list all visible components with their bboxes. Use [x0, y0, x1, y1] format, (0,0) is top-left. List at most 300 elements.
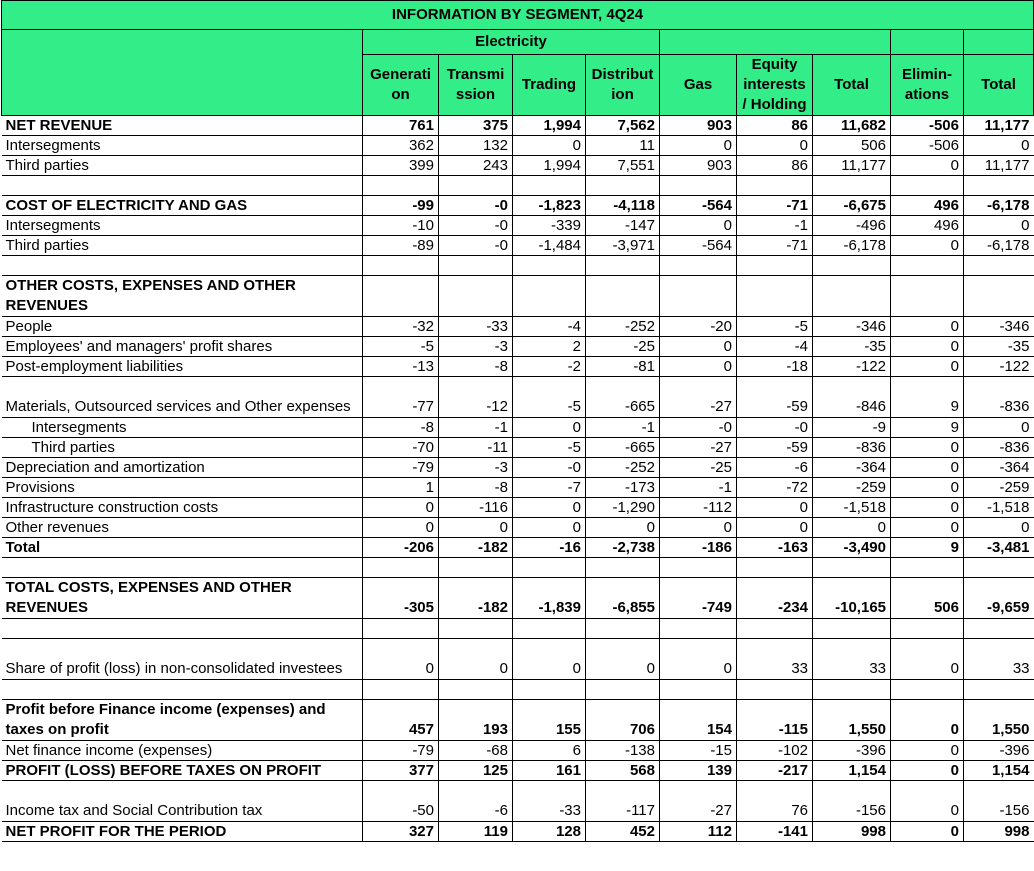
- cell-value: -6,855: [586, 578, 660, 619]
- segment-table: [1, 0, 1034, 842]
- table-row: [2, 781, 1034, 822]
- column-header-row: [2, 55, 1034, 116]
- cell-value: 161: [513, 761, 586, 781]
- cell-value: [363, 256, 439, 276]
- row-label: Post-employment liabilities: [2, 357, 363, 377]
- cell-value: [737, 176, 813, 196]
- table-row: [2, 438, 1034, 458]
- table-row: [2, 337, 1034, 357]
- table-row: [2, 700, 1034, 741]
- cell-value: [363, 680, 439, 700]
- cell-value: -1,518: [964, 498, 1034, 518]
- cell-value: -141: [737, 822, 813, 842]
- cell-value: 0: [660, 136, 737, 156]
- row-label: OTHER COSTS, EXPENSES AND OTHER REVENUES: [2, 276, 363, 317]
- table-row: [2, 377, 1034, 418]
- col-header: Total: [813, 55, 891, 116]
- cell-value: -6,675: [813, 196, 891, 216]
- cell-value: 0: [660, 518, 737, 538]
- cell-value: -33: [513, 781, 586, 822]
- cell-value: -163: [737, 538, 813, 558]
- table-row: [2, 116, 1034, 136]
- table-row: [2, 538, 1034, 558]
- cell-value: 761: [363, 116, 439, 136]
- row-label: Third parties: [2, 236, 363, 256]
- row-label: COST OF ELECTRICITY AND GAS: [2, 196, 363, 216]
- spacer-row: [2, 680, 1034, 700]
- cell-value: -99: [363, 196, 439, 216]
- cell-value: -364: [813, 458, 891, 478]
- cell-value: 193: [439, 700, 513, 741]
- cell-value: [586, 680, 660, 700]
- cell-value: [813, 276, 891, 317]
- cell-value: -1,823: [513, 196, 586, 216]
- cell-value: [891, 276, 964, 317]
- cell-value: 2: [513, 337, 586, 357]
- cell-value: -3: [439, 458, 513, 478]
- cell-value: -122: [813, 357, 891, 377]
- cell-value: -71: [737, 236, 813, 256]
- table-row: [2, 136, 1034, 156]
- cell-value: -339: [513, 216, 586, 236]
- cell-value: -6: [439, 781, 513, 822]
- cell-value: [891, 176, 964, 196]
- col-header: Equity interests / Holding: [737, 55, 813, 116]
- cell-value: 76: [737, 781, 813, 822]
- cell-value: 7,562: [586, 116, 660, 136]
- cell-value: 0: [891, 478, 964, 498]
- cell-value: 0: [891, 317, 964, 337]
- cell-value: 0: [660, 337, 737, 357]
- cell-value: -77: [363, 377, 439, 418]
- col-header: Distribut ion: [586, 55, 660, 116]
- col-header: Total: [964, 55, 1034, 116]
- table-row: [2, 276, 1034, 317]
- cell-value: [586, 176, 660, 196]
- cell-value: [891, 680, 964, 700]
- row-label: Total: [2, 538, 363, 558]
- cell-value: 0: [964, 216, 1034, 236]
- cell-value: 154: [660, 700, 737, 741]
- cell-value: -3,971: [586, 236, 660, 256]
- cell-value: [660, 276, 737, 317]
- cell-value: [891, 619, 964, 639]
- cell-value: 568: [586, 761, 660, 781]
- cell-value: -13: [363, 357, 439, 377]
- table-row: [2, 578, 1034, 619]
- cell-value: -665: [586, 438, 660, 458]
- cell-value: [964, 680, 1034, 700]
- cell-value: -836: [813, 438, 891, 458]
- cell-value: 155: [513, 700, 586, 741]
- cell-value: -0: [439, 236, 513, 256]
- cell-value: -117: [586, 781, 660, 822]
- col-header: Generati on: [363, 55, 439, 116]
- table-body: [2, 116, 1034, 842]
- cell-value: [586, 256, 660, 276]
- cell-value: -7: [513, 478, 586, 498]
- cell-value: -0: [439, 216, 513, 236]
- cell-value: [513, 619, 586, 639]
- row-label: Intersegments: [2, 418, 363, 438]
- cell-value: [439, 176, 513, 196]
- cell-value: [363, 558, 439, 578]
- cell-value: -59: [737, 438, 813, 458]
- cell-value: -10: [363, 216, 439, 236]
- row-label: Infrastructure construction costs: [2, 498, 363, 518]
- cell-value: [439, 619, 513, 639]
- cell-value: 86: [737, 156, 813, 176]
- cell-value: [964, 558, 1034, 578]
- group-electricity: Electricity: [363, 30, 660, 55]
- cell-value: -3,481: [964, 538, 1034, 558]
- cell-value: 0: [737, 518, 813, 538]
- table-row: [2, 761, 1034, 781]
- cell-value: 0: [737, 136, 813, 156]
- row-label: Third parties: [2, 156, 363, 176]
- cell-value: [964, 619, 1034, 639]
- cell-value: [660, 619, 737, 639]
- cell-value: 0: [439, 518, 513, 538]
- table-row: [2, 216, 1034, 236]
- table-row: [2, 478, 1034, 498]
- table-row: [2, 196, 1034, 216]
- cell-value: 1,994: [513, 156, 586, 176]
- cell-value: -496: [813, 216, 891, 236]
- cell-value: [813, 256, 891, 276]
- table-row: [2, 357, 1034, 377]
- cell-value: 112: [660, 822, 737, 842]
- cell-value: -50: [363, 781, 439, 822]
- cell-value: 0: [513, 639, 586, 680]
- cell-value: [813, 558, 891, 578]
- cell-value: -11: [439, 438, 513, 458]
- cell-value: -2,738: [586, 538, 660, 558]
- cell-value: 0: [891, 518, 964, 538]
- col-header: Transmi ssion: [439, 55, 513, 116]
- cell-value: -1: [439, 418, 513, 438]
- cell-value: -71: [737, 196, 813, 216]
- cell-value: [737, 256, 813, 276]
- cell-value: -27: [660, 438, 737, 458]
- cell-value: 1: [363, 478, 439, 498]
- cell-value: -564: [660, 236, 737, 256]
- cell-value: -364: [964, 458, 1034, 478]
- spacer-row: [2, 176, 1034, 196]
- cell-value: 9: [891, 377, 964, 418]
- cell-value: -173: [586, 478, 660, 498]
- cell-value: -79: [363, 741, 439, 761]
- cell-value: [513, 256, 586, 276]
- cell-value: [439, 256, 513, 276]
- cell-value: -182: [439, 538, 513, 558]
- cell-value: -72: [737, 478, 813, 498]
- cell-value: 0: [891, 639, 964, 680]
- row-label: Materials, Outsourced services and Other expenses: [2, 377, 363, 418]
- cell-value: -25: [660, 458, 737, 478]
- cell-value: -0: [737, 418, 813, 438]
- cell-value: [586, 558, 660, 578]
- cell-value: [439, 276, 513, 317]
- row-label: Intersegments: [2, 216, 363, 236]
- cell-value: [891, 256, 964, 276]
- cell-value: [513, 276, 586, 317]
- row-label: NET PROFIT FOR THE PERIOD: [2, 822, 363, 842]
- cell-value: 399: [363, 156, 439, 176]
- row-label: [2, 680, 363, 700]
- cell-value: [813, 619, 891, 639]
- cell-value: 0: [891, 741, 964, 761]
- cell-value: -8: [439, 478, 513, 498]
- cell-value: [660, 256, 737, 276]
- cell-value: -25: [586, 337, 660, 357]
- cell-value: -32: [363, 317, 439, 337]
- cell-value: -564: [660, 196, 737, 216]
- cell-value: -234: [737, 578, 813, 619]
- cell-value: -33: [439, 317, 513, 337]
- cell-value: 1,154: [813, 761, 891, 781]
- cell-value: -1,518: [813, 498, 891, 518]
- cell-value: -59: [737, 377, 813, 418]
- cell-value: 128: [513, 822, 586, 842]
- cell-value: [513, 558, 586, 578]
- row-label: Intersegments: [2, 136, 363, 156]
- spacer-row: [2, 558, 1034, 578]
- cell-value: [964, 276, 1034, 317]
- cell-value: 11: [586, 136, 660, 156]
- cell-value: [363, 619, 439, 639]
- cell-value: 0: [586, 518, 660, 538]
- cell-value: 506: [813, 136, 891, 156]
- row-label: [2, 256, 363, 276]
- cell-value: 0: [660, 639, 737, 680]
- cell-value: 0: [891, 781, 964, 822]
- cell-value: -8: [363, 418, 439, 438]
- cell-value: -8: [439, 357, 513, 377]
- cell-value: -252: [586, 458, 660, 478]
- cell-value: [513, 680, 586, 700]
- cell-value: 0: [891, 458, 964, 478]
- cell-value: 0: [891, 156, 964, 176]
- cell-value: 0: [891, 337, 964, 357]
- cell-value: 327: [363, 822, 439, 842]
- cell-value: [363, 276, 439, 317]
- cell-value: -1: [586, 418, 660, 438]
- cell-value: 0: [891, 761, 964, 781]
- cell-value: -68: [439, 741, 513, 761]
- cell-value: -115: [737, 700, 813, 741]
- cell-value: 0: [363, 498, 439, 518]
- cell-value: -1,290: [586, 498, 660, 518]
- cell-value: 0: [964, 136, 1034, 156]
- row-label: Share of profit (loss) in non-consolidated investees: [2, 639, 363, 680]
- table-row: [2, 822, 1034, 842]
- cell-value: -156: [813, 781, 891, 822]
- cell-value: -122: [964, 357, 1034, 377]
- cell-value: 1,154: [964, 761, 1034, 781]
- row-label: TOTAL COSTS, EXPENSES AND OTHER REVENUES: [2, 578, 363, 619]
- cell-value: 1,550: [813, 700, 891, 741]
- cell-value: 6: [513, 741, 586, 761]
- cell-value: -305: [363, 578, 439, 619]
- cell-value: -116: [439, 498, 513, 518]
- cell-value: 0: [891, 438, 964, 458]
- cell-value: [363, 176, 439, 196]
- cell-value: 0: [813, 518, 891, 538]
- cell-value: 7,551: [586, 156, 660, 176]
- cell-value: 0: [513, 418, 586, 438]
- row-label: NET REVENUE: [2, 116, 363, 136]
- cell-value: -259: [813, 478, 891, 498]
- cell-value: 903: [660, 156, 737, 176]
- cell-value: 132: [439, 136, 513, 156]
- cell-value: [737, 558, 813, 578]
- cell-value: -665: [586, 377, 660, 418]
- cell-value: -4,118: [586, 196, 660, 216]
- cell-value: 33: [964, 639, 1034, 680]
- cell-value: -16: [513, 538, 586, 558]
- cell-value: -259: [964, 478, 1034, 498]
- table-row: [2, 639, 1034, 680]
- cell-value: -346: [964, 317, 1034, 337]
- cell-value: 11,177: [813, 156, 891, 176]
- cell-value: 0: [363, 518, 439, 538]
- table-row: [2, 236, 1034, 256]
- row-label: [2, 558, 363, 578]
- cell-value: -506: [891, 116, 964, 136]
- cell-value: 0: [891, 236, 964, 256]
- cell-value: -6: [737, 458, 813, 478]
- cell-value: -112: [660, 498, 737, 518]
- cell-value: -1,484: [513, 236, 586, 256]
- cell-value: [586, 276, 660, 317]
- cell-value: -18: [737, 357, 813, 377]
- cell-value: 0: [439, 639, 513, 680]
- cell-value: 139: [660, 761, 737, 781]
- cell-value: 1,550: [964, 700, 1034, 741]
- cell-value: -9,659: [964, 578, 1034, 619]
- cell-value: -1,839: [513, 578, 586, 619]
- cell-value: -0: [439, 196, 513, 216]
- cell-value: 125: [439, 761, 513, 781]
- cell-value: 0: [891, 498, 964, 518]
- cell-value: 496: [891, 216, 964, 236]
- cell-value: -1: [737, 216, 813, 236]
- cell-value: -4: [513, 317, 586, 337]
- table-row: [2, 741, 1034, 761]
- cell-value: -1: [660, 478, 737, 498]
- cell-value: 0: [891, 357, 964, 377]
- cell-value: 11,177: [964, 116, 1034, 136]
- cell-value: 457: [363, 700, 439, 741]
- cell-value: [513, 176, 586, 196]
- cell-value: [813, 680, 891, 700]
- cell-value: 9: [891, 538, 964, 558]
- cell-value: 506: [891, 578, 964, 619]
- cell-value: -396: [964, 741, 1034, 761]
- cell-value: -156: [964, 781, 1034, 822]
- row-label: [2, 619, 363, 639]
- cell-value: 0: [737, 498, 813, 518]
- cell-value: -0: [513, 458, 586, 478]
- cell-value: -5: [737, 317, 813, 337]
- cell-value: 9: [891, 418, 964, 438]
- cell-value: [737, 276, 813, 317]
- cell-value: -846: [813, 377, 891, 418]
- cell-value: [660, 558, 737, 578]
- cell-value: -0: [660, 418, 737, 438]
- cell-value: -15: [660, 741, 737, 761]
- cell-value: -836: [964, 438, 1034, 458]
- col-header: Elimin- ations: [891, 55, 964, 116]
- cell-value: 243: [439, 156, 513, 176]
- cell-value: -3: [439, 337, 513, 357]
- cell-value: -4: [737, 337, 813, 357]
- cell-value: -836: [964, 377, 1034, 418]
- table-row: [2, 498, 1034, 518]
- row-label: Provisions: [2, 478, 363, 498]
- cell-value: -182: [439, 578, 513, 619]
- cell-value: -5: [363, 337, 439, 357]
- cell-value: -9: [813, 418, 891, 438]
- cell-value: 0: [964, 418, 1034, 438]
- row-label: Income tax and Social Contribution tax: [2, 781, 363, 822]
- cell-value: -27: [660, 377, 737, 418]
- cell-value: -6,178: [964, 196, 1034, 216]
- row-label: Profit before Finance income (expenses) and taxes on profit: [2, 700, 363, 741]
- cell-value: -252: [586, 317, 660, 337]
- group-row: [2, 30, 1034, 55]
- row-label: Third parties: [2, 438, 363, 458]
- row-label: [2, 176, 363, 196]
- table-row: [2, 156, 1034, 176]
- spacer-row: [2, 619, 1034, 639]
- cell-value: 0: [660, 357, 737, 377]
- cell-value: -5: [513, 377, 586, 418]
- cell-value: 0: [891, 822, 964, 842]
- col-header: Gas: [660, 55, 737, 116]
- cell-value: [891, 558, 964, 578]
- cell-value: [660, 176, 737, 196]
- cell-value: -506: [891, 136, 964, 156]
- cell-value: 0: [964, 518, 1034, 538]
- table-row: [2, 518, 1034, 538]
- cell-value: -749: [660, 578, 737, 619]
- cell-value: 119: [439, 822, 513, 842]
- title-row: [2, 1, 1034, 30]
- cell-value: [964, 176, 1034, 196]
- cell-value: [737, 680, 813, 700]
- cell-value: [737, 619, 813, 639]
- table-row: [2, 317, 1034, 337]
- cell-value: [586, 619, 660, 639]
- cell-value: 452: [586, 822, 660, 842]
- cell-value: 33: [813, 639, 891, 680]
- cell-value: 86: [737, 116, 813, 136]
- cell-value: -89: [363, 236, 439, 256]
- cell-value: [439, 680, 513, 700]
- cell-value: -35: [964, 337, 1034, 357]
- cell-value: 998: [964, 822, 1034, 842]
- cell-value: 903: [660, 116, 737, 136]
- row-label: People: [2, 317, 363, 337]
- cell-value: 0: [891, 700, 964, 741]
- cell-value: 0: [513, 136, 586, 156]
- cell-value: 377: [363, 761, 439, 781]
- cell-value: -70: [363, 438, 439, 458]
- cell-value: 0: [363, 639, 439, 680]
- cell-value: -27: [660, 781, 737, 822]
